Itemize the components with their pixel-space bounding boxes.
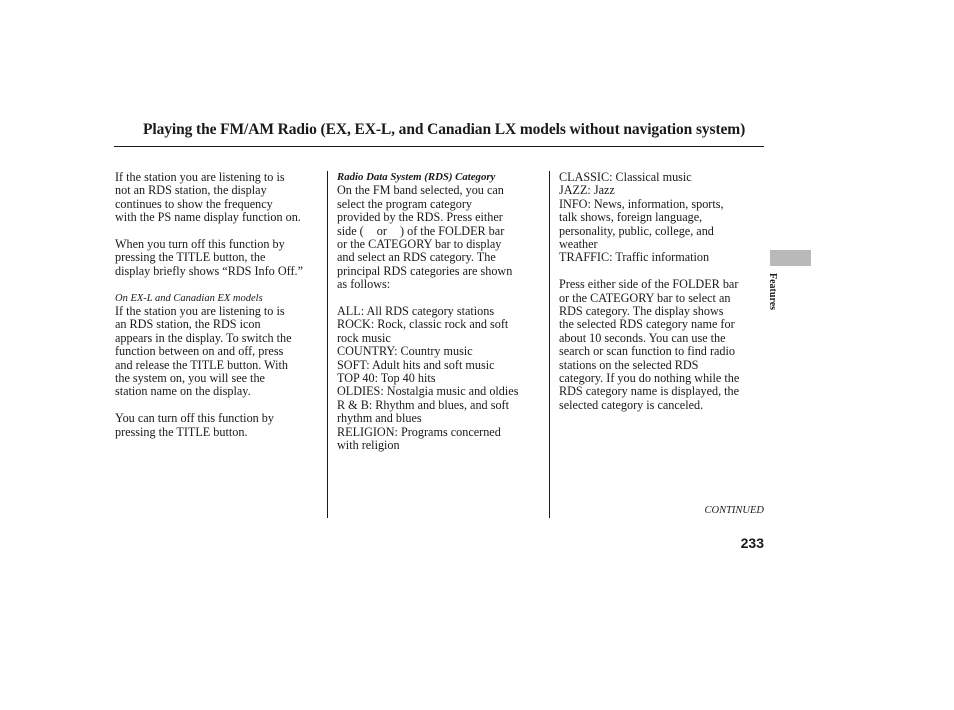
text-line: selected category is canceled. — [559, 397, 704, 412]
text-fragment: ) of the FOLDER bar — [400, 223, 505, 238]
title-divider — [114, 146, 764, 147]
text-line: not an RDS station, the display — [115, 183, 267, 198]
text-line: Press either side of the FOLDER bar — [559, 277, 739, 292]
category-item: personality, public, college, and — [559, 223, 714, 238]
category-item: rock music — [337, 330, 391, 345]
text-line: as follows: — [337, 277, 391, 292]
category-item: INFO: News, information, sports, — [559, 196, 724, 211]
paragraph-ps-name — [115, 171, 325, 225]
text-line: continues to show the frequency — [115, 196, 273, 211]
text-fragment: or — [376, 223, 387, 238]
text-line: and select an RDS category. The — [337, 250, 496, 265]
text-line: If the station you are listening to is — [115, 170, 285, 184]
paragraph-turn-off-title — [115, 412, 325, 439]
page-title: Playing the FM/AM Radio (EX, EX-L, and Canadian LX models without navigation system) — [143, 121, 746, 138]
text-line: When you turn off this function by — [115, 237, 285, 252]
category-item: CLASSIC: Classical music — [559, 170, 692, 184]
page-number: 233 — [740, 535, 764, 551]
column-divider — [549, 171, 550, 518]
continued-label: CONTINUED — [704, 505, 764, 516]
category-item: weather — [559, 237, 598, 252]
category-item: with religion — [337, 438, 400, 453]
category-item: ALL: All RDS category stations — [337, 304, 495, 319]
paragraph-select-category — [559, 278, 764, 412]
text-line: an RDS station, the RDS icon — [115, 317, 261, 332]
section-tab-marker — [770, 250, 811, 266]
text-line: search or scan function to find radio — [559, 344, 735, 359]
text-line: function between on and off, press — [115, 344, 284, 359]
text-line: or the CATEGORY bar to select an — [559, 290, 731, 305]
text-line: stations on the selected RDS — [559, 357, 699, 372]
text-line: If the station you are listening to is — [115, 304, 285, 319]
text-line: category. If you do nothing while the — [559, 371, 740, 386]
text-line: provided by the RDS. Press either — [337, 210, 503, 225]
category-item: TOP 40: Top 40 hits — [337, 371, 436, 386]
text-line: about 10 seconds. You can use the — [559, 330, 726, 345]
text-line: and release the TITLE button. With — [115, 357, 289, 372]
text-line: station name on the display. — [115, 384, 251, 399]
category-item: JAZZ: Jazz — [559, 183, 615, 198]
text-line: pressing the TITLE button, the — [115, 250, 266, 265]
model-note: On EX-L and Canadian EX models — [115, 292, 263, 304]
paragraph-rds-intro — [337, 184, 541, 291]
text-line: RDS category. The display shows — [559, 304, 724, 319]
text-line: display briefly shows “RDS Info Off.” — [115, 263, 303, 278]
category-item: RELIGION: Programs concerned — [337, 424, 501, 439]
text-line: RDS category name is displayed, the — [559, 384, 740, 399]
category-list — [337, 305, 541, 452]
text-line: appears in the display. To switch the — [115, 330, 292, 345]
column-middle — [337, 171, 541, 453]
paragraph-rds-icon — [115, 305, 325, 399]
category-item: ROCK: Rock, classic rock and soft — [337, 317, 509, 332]
category-item: SOFT: Adult hits and soft music — [337, 357, 495, 372]
category-item: rhythm and blues — [337, 411, 422, 426]
text-line: the system on, you will see the — [115, 371, 265, 386]
text-line: You can turn off this function by — [115, 411, 274, 426]
column-divider — [327, 171, 328, 518]
section-heading: Radio Data System (RDS) Category — [337, 171, 496, 183]
text-line: or the CATEGORY bar to display — [337, 237, 502, 252]
column-left — [115, 171, 325, 439]
category-list — [559, 171, 764, 265]
category-item: R & B: Rhythm and blues, and soft — [337, 397, 509, 412]
category-item: COUNTRY: Country music — [337, 344, 473, 359]
section-side-label: Features — [767, 273, 778, 311]
text-line: the selected RDS category name for — [559, 317, 735, 332]
text-fragment: side ( — [337, 223, 364, 238]
text-line: select the program category — [337, 196, 473, 211]
category-item: talk shows, foreign language, — [559, 210, 703, 225]
category-item: OLDIES: Nostalgia music and oldies — [337, 384, 519, 399]
text-line: principal RDS categories are shown — [337, 263, 513, 278]
text-line: with the PS name display function on. — [115, 210, 301, 225]
text-line: On the FM band selected, you can — [337, 183, 504, 198]
category-item: TRAFFIC: Traffic information — [559, 250, 710, 265]
text-line — [337, 225, 541, 238]
paragraph-turn-off — [115, 238, 325, 278]
text-line: pressing the TITLE button. — [115, 424, 248, 439]
column-right — [559, 171, 764, 412]
